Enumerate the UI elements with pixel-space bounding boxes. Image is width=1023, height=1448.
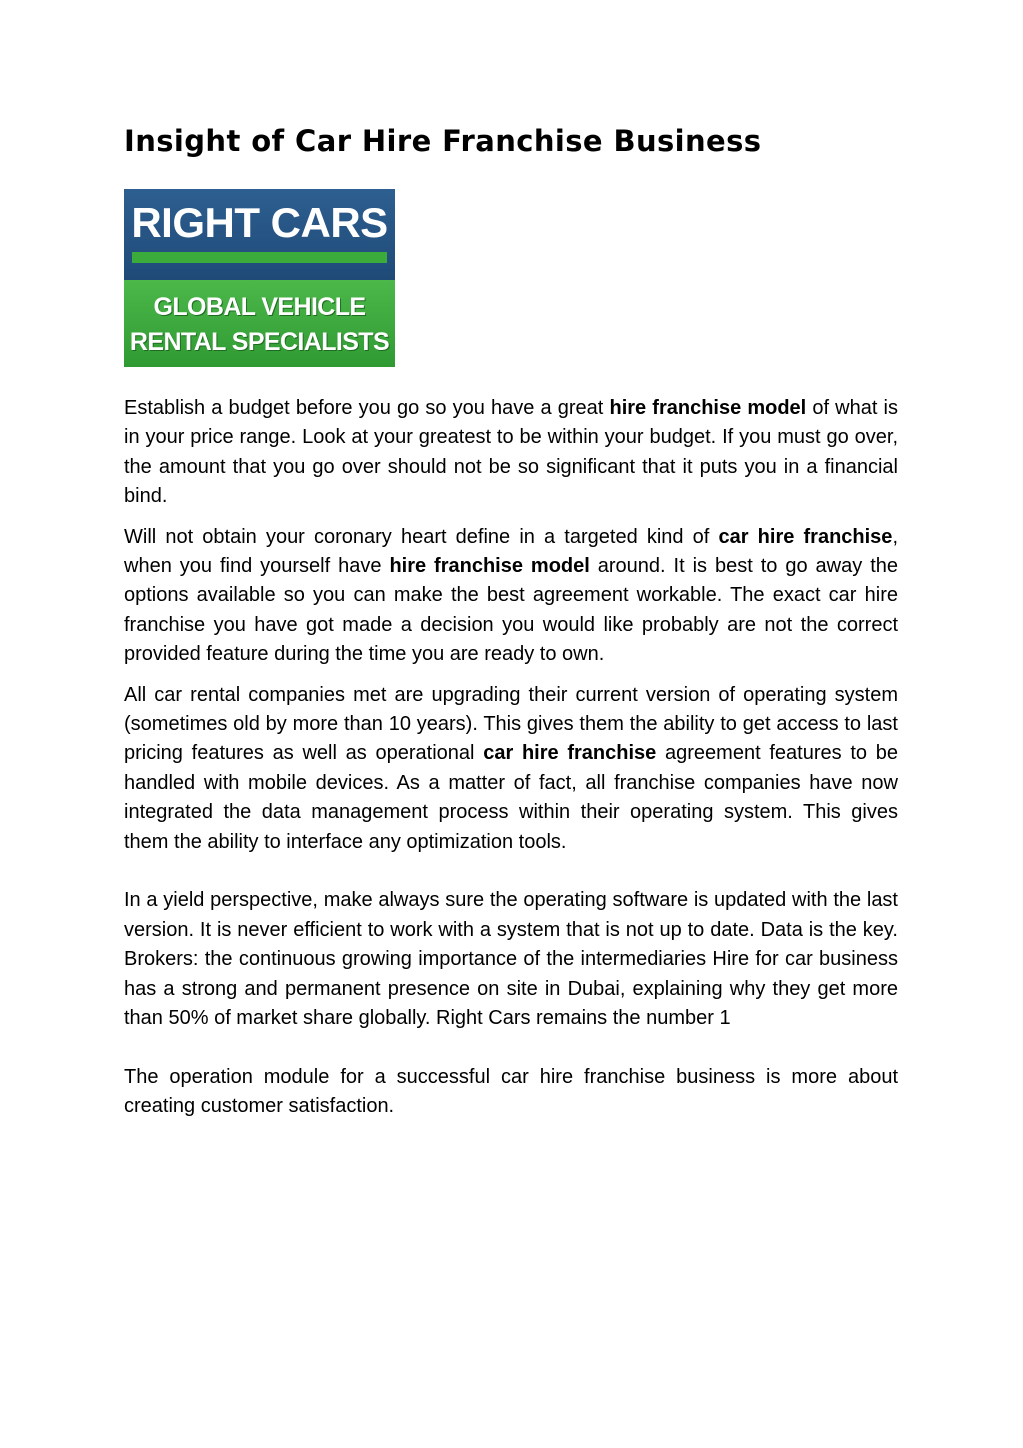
text-run: All car rental companies met are upgrading their current version of operating system (sometimes old by more than 10 years). This gives them the ability to get access to last pricing features as well as operational: [124, 683, 898, 765]
article-body: [124, 394, 898, 1122]
logo-tagline-line1: GLOBAL VEHICLE: [153, 293, 366, 321]
text-run: around. It is best to go away the options available so you can make the best agreement workable. The exact car hire franchise you have got made a decision you would like probably are not the correct provided feature during the time you are ready to own.: [124, 555, 898, 666]
paragraph-options: [124, 523, 898, 670]
text-run: Will not obtain your coronary heart define in a targeted kind of: [124, 525, 719, 548]
logo-top-band: [124, 189, 395, 280]
paragraph-budget: [124, 394, 898, 512]
logo-brand-text: RIGHT CARS: [131, 199, 388, 246]
text-run: Establish a budget before you go so you have a great: [124, 397, 610, 419]
paragraph-operating-system: [124, 681, 898, 857]
bold-keyword: hire franchise model: [389, 555, 590, 578]
text-run: , when you find yourself have: [124, 525, 898, 578]
logo-tagline-line2: RENTAL SPECIALISTS: [129, 328, 390, 356]
paragraph-operation-module: [124, 1063, 898, 1122]
text-run: The operation module for a successful car hire franchise business is more about creating customer satisfaction.: [124, 1065, 898, 1118]
text-run: In a yield perspective, make always sure the operating software is updated with the last version. It is never efficient to work with a system that is not up to date. Data is the key. Brokers: the continuous growing importance of the intermediaries Hire for car business has a strong and permanent presence on site in Dubai, explaining why they get more than 50% of market share globally. Right Cars remains the number 1: [124, 889, 898, 1030]
logo-green-stripe: [132, 252, 387, 263]
bold-keyword: car hire franchise: [718, 525, 893, 548]
page-title: Insight of Car Hire Franchise Business: [124, 124, 762, 158]
logo-tagline: [124, 290, 395, 360]
paragraph-yield-perspective: [124, 886, 898, 1033]
bold-keyword: car hire franchise: [483, 742, 657, 765]
logo-bottom-band: [124, 280, 395, 367]
text-run: of what is in your price range. Look at your greatest to be within your budget. If you must go over, the amount that you go over should not be so significant that it puts you in a financial bind.: [124, 397, 898, 508]
bold-keyword: hire franchise model: [609, 397, 807, 419]
text-run: agreement features to be handled with mobile devices. As a matter of fact, all franchise companies have now integrated the data management process within their operating system. This gives them the ability to interface any optimization tools.: [124, 742, 899, 853]
right-cars-logo: [124, 189, 395, 367]
